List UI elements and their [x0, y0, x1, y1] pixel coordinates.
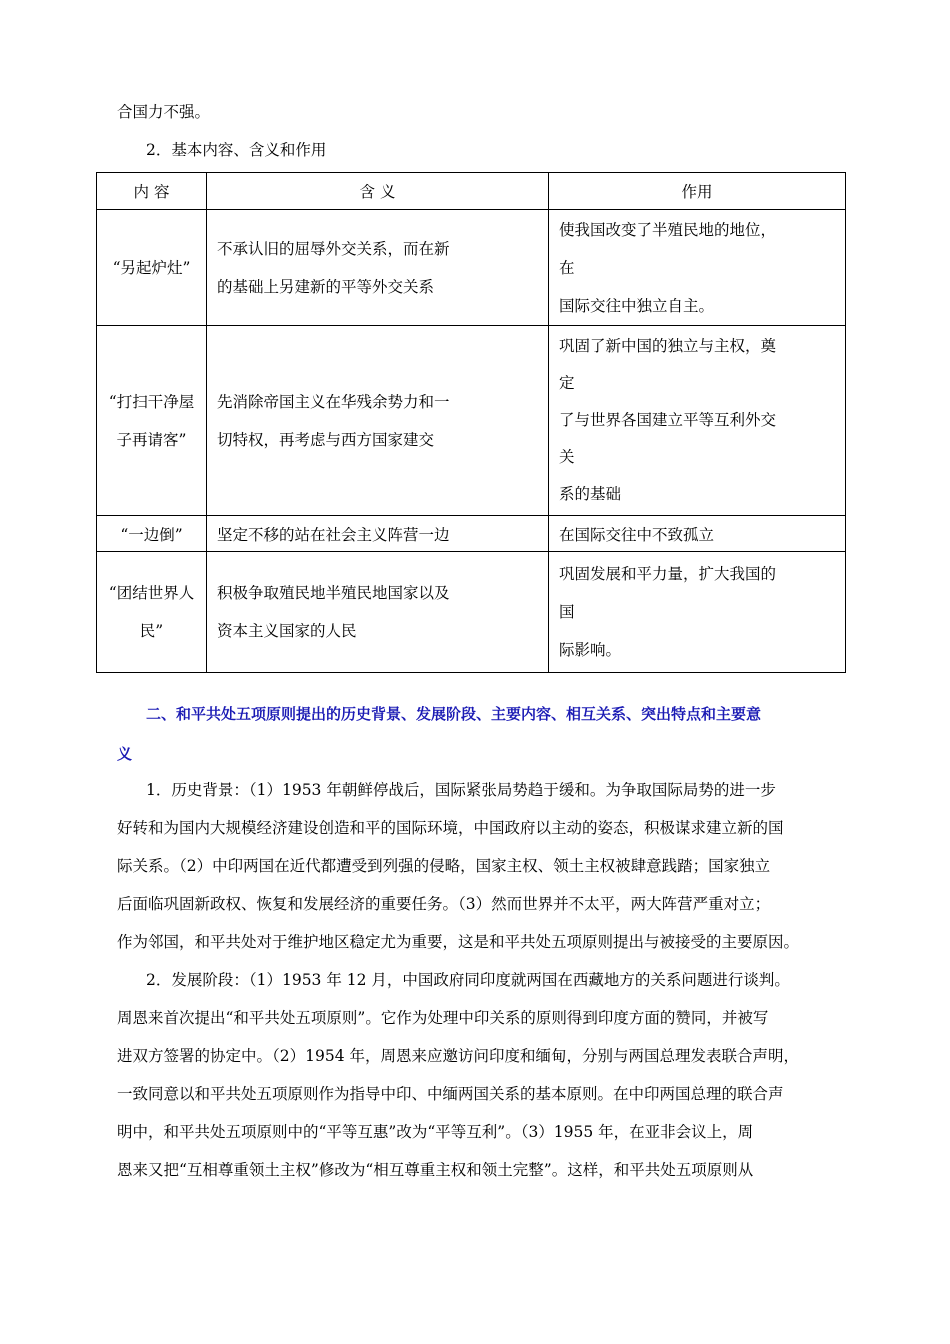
intro-text: 合国力不强。	[117, 103, 211, 121]
paragraph-line: 明中，和平共处五项原则中的“平等互惠”改为“平等互利”。（3）1955 年，在亚非会议上，周	[117, 1123, 754, 1141]
paragraph-line: 恩来又把“互相尊重领土主权”修改为“相互尊重主权和领土完整”。这样，和平共处五项原则从	[117, 1161, 754, 1179]
row-content: “另起炉灶”	[97, 210, 207, 326]
section-heading: 二、和平共处五项原则提出的历史背景、发展阶段、主要内容、相互关系、突出特点和主要意	[146, 705, 762, 723]
row-meaning: 坚定不移的站在社会主义阵营一边	[207, 516, 549, 552]
header-content: 内 容	[97, 173, 207, 210]
row-effect: 巩固了新中国的独立与主权，奠 定 了与世界各国建立平等互利外交 关 系的基础	[549, 326, 846, 516]
paragraph-line: 后面临巩固新政权、恢复和发展经济的重要任务。（3）然而世界并不太平，两大阵营严重对立；	[117, 895, 771, 913]
row-meaning: 先消除帝国主义在华残余势力和一 切特权，再考虑与西方国家建交	[207, 326, 549, 516]
row-effect: 在国际交往中不致孤立	[549, 516, 846, 552]
table-row	[97, 210, 846, 326]
paragraph-line: 一致同意以和平共处五项原则作为指导中印、中缅两国关系的基本原则。在中印两国总理的联合声	[117, 1085, 784, 1103]
row-effect: 使我国改变了半殖民地的地位， 在 国际交往中独立自主。	[549, 210, 846, 326]
paragraph-line: 2．发展阶段：（1）1953 年 12 月，中国政府同印度就两国在西藏地方的关系问题进行谈判。	[146, 971, 790, 989]
table-row	[97, 552, 846, 673]
table-row	[97, 516, 846, 552]
section-heading-cont: 义	[117, 745, 133, 763]
paragraph-line: 1．历史背景：（1）1953 年朝鲜停战后，国际紧张局势趋于缓和。为争取国际局势的进一步	[146, 781, 776, 799]
paragraph-line: 好转和为国内大规模经济建设创造和平的国际环境，中国政府以主动的姿态，积极谋求建立新的国	[117, 819, 784, 837]
row-meaning: 积极争取殖民地半殖民地国家以及 资本主义国家的人民	[207, 552, 549, 673]
paragraph-line: 作为邻国，和平共处对于维护地区稳定尤为重要，这是和平共处五项原则提出与被接受的主要原因。	[117, 933, 800, 951]
row-effect: 巩固发展和平力量，扩大我国的 国 际影响。	[549, 552, 846, 673]
paragraph-line: 周恩来首次提出“和平共处五项原则”。它作为处理中印关系的原则得到印度方面的赞同，并被写	[117, 1009, 769, 1027]
paragraph-line: 际关系。（2）中印两国在近代都遭受到列强的侵略，国家主权、领土主权被肆意践踏；国家独立	[117, 857, 771, 875]
paragraph-line: 进双方签署的协定中。（2）1954 年，周恩来应邀访问印度和缅甸，分别与两国总理发表联合声明，	[117, 1047, 799, 1065]
header-effect: 作用	[549, 173, 846, 210]
row-content: “团结世界人 民”	[97, 552, 207, 673]
row-content: “打扫干净屋 子再请客”	[97, 326, 207, 516]
row-meaning: 不承认旧的屈辱外交关系，而在新 的基础上另建新的平等外交关系	[207, 210, 549, 326]
header-meaning: 含 义	[207, 173, 549, 210]
row-content: “一边倒”	[97, 516, 207, 552]
subsection-title: 2．基本内容、含义和作用	[146, 141, 327, 159]
content-table	[96, 172, 846, 673]
table-header-row	[97, 173, 846, 210]
table-row	[97, 326, 846, 516]
